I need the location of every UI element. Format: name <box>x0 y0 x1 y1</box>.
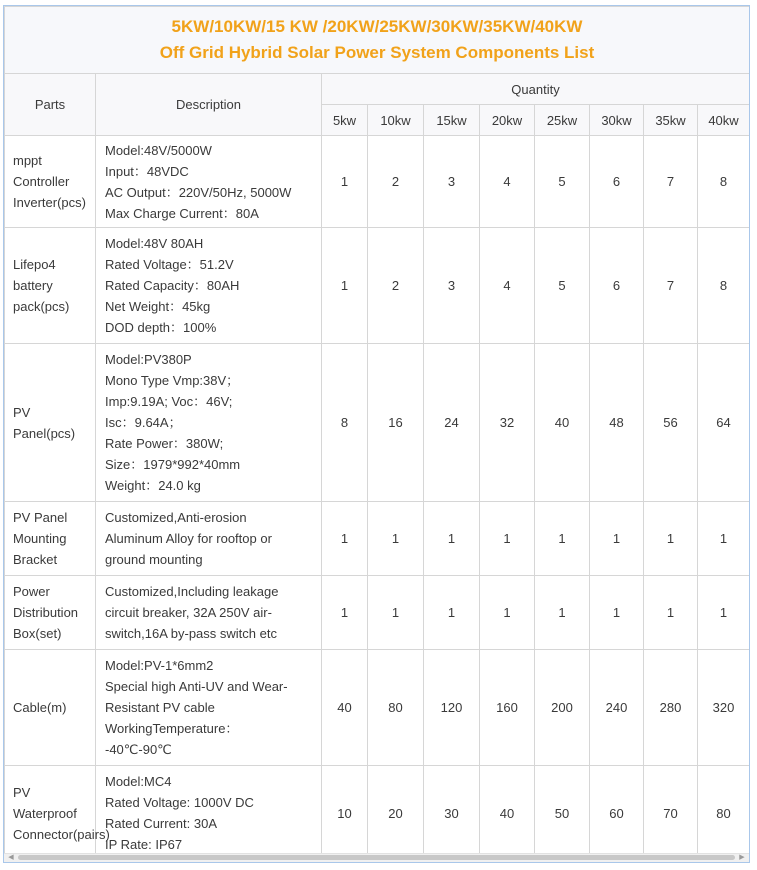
quantity-cell: 1 <box>322 136 368 228</box>
description-line: Weight：24.0 kg <box>105 478 201 493</box>
quantity-cell: 3 <box>424 228 480 344</box>
quantity-cell: 1 <box>322 502 368 576</box>
part-name: mppt Controller Inverter(pcs) <box>5 136 96 228</box>
description-line: DOD depth：100% <box>105 320 217 335</box>
description-line: IP Rate: IP67 <box>105 837 183 852</box>
description-line: Customized,Anti-erosion <box>105 510 247 525</box>
description-line: Aluminum Alloy for rooftop or <box>105 531 272 546</box>
quantity-cell: 3 <box>424 136 480 228</box>
quantity-cell: 40 <box>480 766 535 861</box>
quantity-cell: 24 <box>424 344 480 502</box>
description-line: Net Weight：45kg <box>105 299 211 314</box>
quantity-cell: 16 <box>368 344 424 502</box>
part-description <box>96 650 322 766</box>
quantity-cell: 1 <box>535 502 590 576</box>
quantity-header: Quantity <box>322 74 750 105</box>
description-line: Model:MC4 <box>105 774 172 789</box>
quantity-cell: 1 <box>322 228 368 344</box>
description-line: Isc：9.64A； <box>105 415 182 430</box>
description-line: Model:PV380P <box>105 352 192 367</box>
scroll-left-icon[interactable]: ◀ <box>8 854 14 861</box>
horizontal-scrollbar[interactable] <box>4 853 749 862</box>
part-name: Lifepo4 battery pack(pcs) <box>5 228 96 344</box>
quantity-cell: 320 <box>698 650 750 766</box>
title-line-1: 5KW/10KW/15 KW /20KW/25KW/30KW/35KW/40KW <box>171 17 583 36</box>
table-row <box>5 576 750 650</box>
quantity-cell: 40 <box>322 650 368 766</box>
description-line: Rated Voltage：51.2V <box>105 257 234 272</box>
quantity-cell: 2 <box>368 136 424 228</box>
part-name: Power Distribution Box(set) <box>5 576 96 650</box>
description-line: Rate Power：380W; <box>105 436 224 451</box>
quantity-cell: 1 <box>644 502 698 576</box>
quantity-cell: 32 <box>480 344 535 502</box>
quantity-cell: 1 <box>424 576 480 650</box>
quantity-cell: 6 <box>590 136 644 228</box>
table-row <box>5 136 750 228</box>
description-line: Model:48V 80AH <box>105 236 204 251</box>
description-line: WorkingTemperature： <box>105 721 239 736</box>
quantity-cell: 1 <box>322 576 368 650</box>
quantity-cell: 240 <box>590 650 644 766</box>
table-row <box>5 228 750 344</box>
quantity-cell: 2 <box>368 228 424 344</box>
capacity-header: 20kw <box>480 105 535 136</box>
description-line: Customized,Including leakage <box>105 584 279 599</box>
quantity-cell: 80 <box>698 766 750 861</box>
part-description <box>96 502 322 576</box>
description-line: Model:48V/5000W <box>105 142 212 158</box>
quantity-cell: 8 <box>322 344 368 502</box>
table-row <box>5 766 750 861</box>
scrollbar-thumb[interactable] <box>18 855 735 860</box>
table-row <box>5 650 750 766</box>
description-line: Special high Anti-UV and Wear- <box>105 679 288 694</box>
title-line-2: Off Grid Hybrid Solar Power System Components List <box>159 43 595 62</box>
capacity-header: 10kw <box>368 105 424 136</box>
quantity-cell: 10 <box>322 766 368 861</box>
quantity-cell: 8 <box>698 228 750 344</box>
description-line: circuit breaker, 32A 250V air- <box>105 605 272 620</box>
table-row <box>5 502 750 576</box>
description-line: Mono Type Vmp:38V； <box>105 373 240 388</box>
quantity-cell: 200 <box>535 650 590 766</box>
quantity-cell: 40 <box>535 344 590 502</box>
capacity-header: 30kw <box>590 105 644 136</box>
quantity-cell: 1 <box>590 576 644 650</box>
description-line: Model:PV-1*6mm2 <box>105 658 214 673</box>
capacity-header: 40kw <box>698 105 750 136</box>
description-line: Resistant PV cable <box>105 700 215 715</box>
quantity-cell: 1 <box>535 576 590 650</box>
quantity-cell: 1 <box>480 502 535 576</box>
components-table <box>4 6 750 861</box>
part-name: PV Waterproof Connector(pairs) <box>5 766 96 861</box>
description-line: ground mounting <box>105 552 203 567</box>
part-description <box>96 136 322 228</box>
part-description <box>96 576 322 650</box>
part-description <box>96 228 322 344</box>
description-line: Imp:9.19A; Voc：46V; <box>105 394 233 409</box>
description-line: AC Output：220V/50Hz, 5000W <box>105 184 292 200</box>
quantity-cell: 80 <box>368 650 424 766</box>
quantity-cell: 1 <box>368 502 424 576</box>
quantity-cell: 6 <box>590 228 644 344</box>
description-line: Input：48VDC <box>105 163 189 179</box>
table-title <box>5 7 750 74</box>
quantity-cell: 280 <box>644 650 698 766</box>
quantity-cell: 1 <box>424 502 480 576</box>
quantity-cell: 64 <box>698 344 750 502</box>
description-line: Rated Capacity：80AH <box>105 278 240 293</box>
capacity-header: 15kw <box>424 105 480 136</box>
capacity-header: 35kw <box>644 105 698 136</box>
part-name: Cable(m) <box>5 650 96 766</box>
capacity-header: 25kw <box>535 105 590 136</box>
capacity-header: 5kw <box>322 105 368 136</box>
quantity-cell: 1 <box>590 502 644 576</box>
quantity-cell: 20 <box>368 766 424 861</box>
table-row <box>5 344 750 502</box>
quantity-cell: 1 <box>368 576 424 650</box>
part-name: PV Panel(pcs) <box>5 344 96 502</box>
quantity-cell: 7 <box>644 136 698 228</box>
quantity-cell: 48 <box>590 344 644 502</box>
part-name: PV Panel Mounting Bracket <box>5 502 96 576</box>
quantity-cell: 4 <box>480 136 535 228</box>
description-header: Description <box>96 74 322 136</box>
quantity-cell: 5 <box>535 136 590 228</box>
quantity-cell: 1 <box>698 502 750 576</box>
quantity-cell: 50 <box>535 766 590 861</box>
quantity-cell: 7 <box>644 228 698 344</box>
quantity-cell: 160 <box>480 650 535 766</box>
description-line: Size：1979*992*40mm <box>105 457 241 472</box>
quantity-cell: 70 <box>644 766 698 861</box>
part-description <box>96 344 322 502</box>
quantity-cell: 1 <box>480 576 535 650</box>
quantity-cell: 5 <box>535 228 590 344</box>
quantity-cell: 60 <box>590 766 644 861</box>
quantity-cell: 4 <box>480 228 535 344</box>
parts-header: Parts <box>5 74 96 136</box>
quantity-cell: 120 <box>424 650 480 766</box>
quantity-cell: 1 <box>698 576 750 650</box>
description-line: switch,16A by-pass switch etc <box>105 626 277 641</box>
part-description <box>96 766 322 861</box>
description-line: Rated Voltage: 1000V DC <box>105 795 254 810</box>
scroll-right-icon[interactable]: ▶ <box>739 854 745 861</box>
description-line: -40℃-90℃ <box>105 742 172 757</box>
quantity-cell: 56 <box>644 344 698 502</box>
quantity-cell: 1 <box>644 576 698 650</box>
quantity-cell: 8 <box>698 136 750 228</box>
description-line: Max Charge Current：80A <box>105 205 259 221</box>
components-table-frame <box>3 5 750 863</box>
quantity-cell: 30 <box>424 766 480 861</box>
description-line: Rated Current: 30A <box>105 816 218 831</box>
